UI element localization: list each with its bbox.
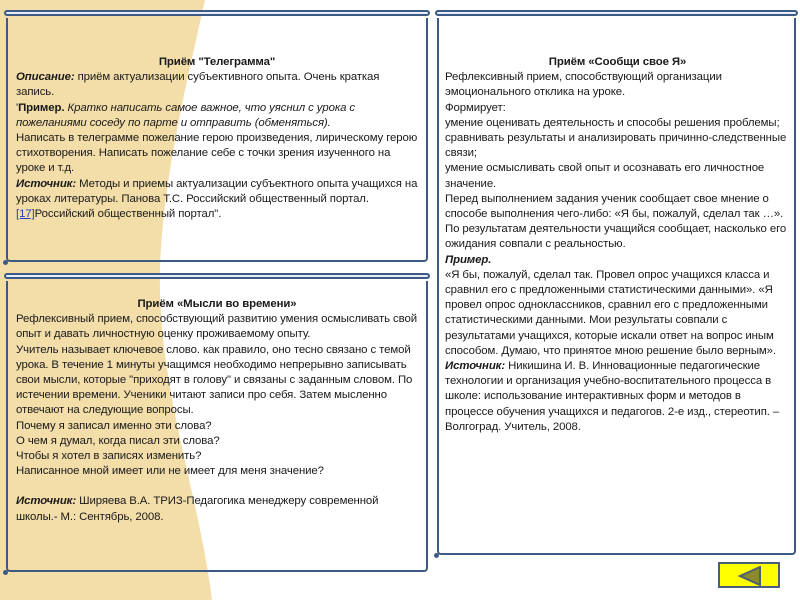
panel-title: Приём "Телеграмма" xyxy=(158,56,276,68)
spacer xyxy=(16,479,418,494)
source-text: Никишина И. В. Инновационные педагогические технологии и организация учебно-воспитательного процесса в школе: использование интерактивных форм и методов в процессе обучения учащихся и педагогов. 2-е изд., стереотип. – Волгоград. Учитель, 2008. xyxy=(445,360,780,433)
forms-item: умение оценивать деятельность и способы решения проблемы; xyxy=(445,116,780,129)
body-paragraph: Перед выполнением задания ученик сообщает свое мнение о способе выполнения чего-либо: «Я бы, пожалуй, сделал так …». По результатам деятельности учащийся сообщает, насколько его ожидания совпали с реальностью. xyxy=(445,192,787,251)
back-navigation-button[interactable] xyxy=(718,562,780,588)
triangle-left-icon xyxy=(738,566,762,586)
source-label: Источник: xyxy=(445,360,506,373)
intro-paragraph: Рефлексивный прием, способствующий развитию умения осмысливать свой опыт и давать личностную оценку проживаемому опыту. xyxy=(16,313,417,341)
source-label: Источник: xyxy=(16,177,77,190)
question-item: О чем я думал, когда писал эти слова? xyxy=(16,434,220,447)
panel-thoughts-in-time xyxy=(6,281,428,572)
example-italic-text: Кратко написать самое важное, что уяснил с урока с пожеланиями соседу по парте и отправить (обменяться). xyxy=(16,101,356,129)
panel-title: Приём «Мысли во времени» xyxy=(137,298,297,310)
panel-title: Приём «Сообщи свое Я» xyxy=(548,56,687,68)
example-prefix: ' xyxy=(16,101,19,114)
source-text: Методы и приемы актуализации субъектного опыта учащихся на уроках литературы. Панова Т.С. Российский общественный портал. xyxy=(16,177,418,205)
example-paragraph xyxy=(16,101,418,131)
question-item: Чтобы я хотел в записях изменить? xyxy=(16,450,202,463)
source-label: Источник: xyxy=(16,495,77,508)
panel-report-yourself xyxy=(437,18,796,555)
source-paragraph xyxy=(445,359,790,435)
forms-item: сравнивать результаты и анализировать причинно-следственные связи; xyxy=(445,132,787,160)
question-item: Написанное мной имеет или не имеет для меня значение? xyxy=(16,465,324,478)
source-tail: Российский общественный портал". xyxy=(34,208,222,221)
intro-paragraph: Рефлексивный прием, способствующий организации эмоционального отклика на уроке. xyxy=(445,71,722,99)
footnote-link[interactable]: [17] xyxy=(16,208,35,221)
description-text: приём актуализации субъективного опыта. Очень краткая запись. xyxy=(16,71,380,99)
panel-telegram xyxy=(6,18,428,262)
example-label: Пример. xyxy=(18,101,65,114)
source-paragraph xyxy=(16,177,418,223)
description-paragraph xyxy=(16,70,418,100)
body-paragraph: Учитель называет ключевое слово. как правило, оно тесно связано с темой урока. В течение 1 минуты учащимся необходимо непрерывно записывать свои мысли, которые "приходят в голову" и связаны с заданным словом. По истечении времени. Ученики читают записи про себя. Затем мысленно отвечают на следующие вопросы. xyxy=(16,343,413,417)
example-text: Написать в телеграмме пожелание герою произведения, лирическому герою стихотворения. Написать пожелание себе с точки зрения изученного на уроке и т.д. xyxy=(16,132,418,175)
forms-label: Формирует: xyxy=(445,101,506,114)
description-label: Описание: xyxy=(16,71,75,84)
forms-item: умение осмысливать свой опыт и осознавать его личностное значение. xyxy=(445,162,765,190)
example-label: Пример. xyxy=(445,253,492,266)
source-paragraph xyxy=(16,494,418,524)
question-item: Почему я записал именно эти слова? xyxy=(16,419,212,432)
source-text: Ширяева В.А. ТРИЗ-Педагогика менеджеру современной школы.- М.: Сентябрь, 2008. xyxy=(16,495,379,523)
example-text: «Я бы, пожалуй, сделал так. Провел опрос учащихся класса и сравнил его с предложенными статистическими данными». «Я провел опрос одноклассников, сравнил его с предложенными статистическими данными. Мои результаты совпали с результатами учащихся, которые искали ответ на вопрос иным способом. Думаю, что принятое мною решение было верным». xyxy=(445,268,776,357)
